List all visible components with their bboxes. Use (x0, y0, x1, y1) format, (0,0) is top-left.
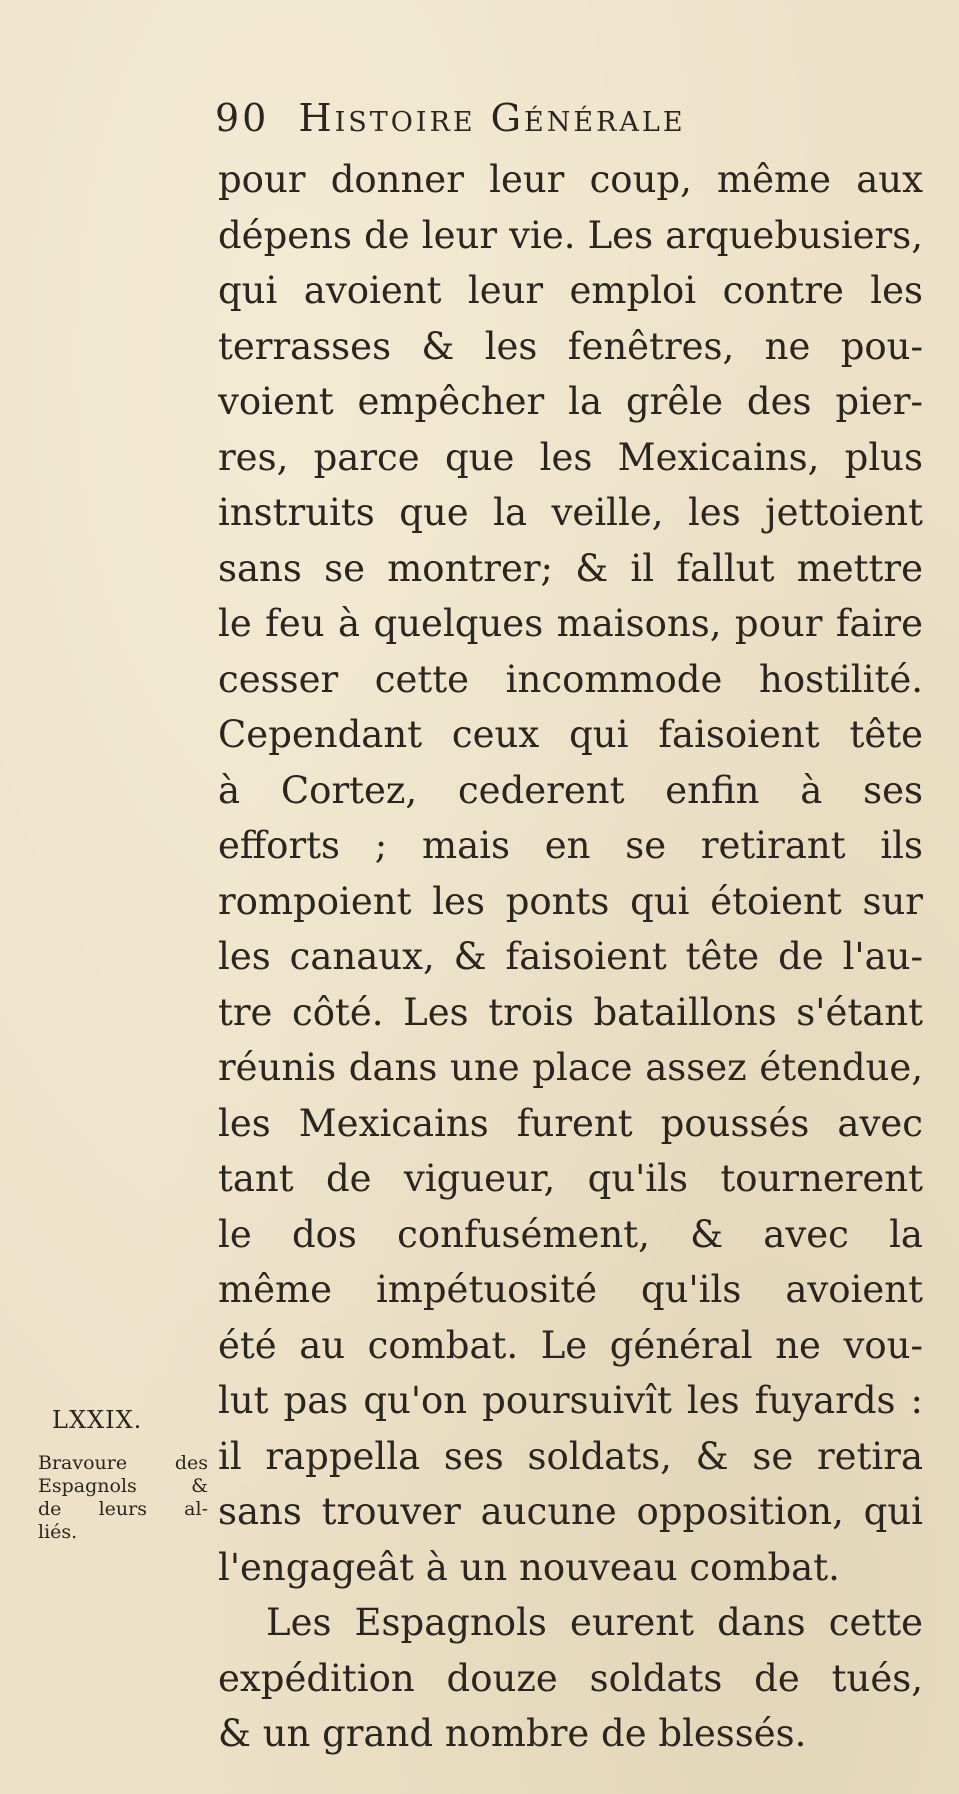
text-line: sans trouver aucune opposition, qui (218, 1490, 923, 1533)
text-line: les Mexicains furent poussés avec (218, 1101, 923, 1145)
text-line: terrasses & les fenêtres, ne pou- (218, 324, 923, 368)
text-line: tant de vigueur, qu'ils tournerent (218, 1157, 923, 1200)
page-number: 90 (215, 96, 270, 140)
text-line: réunis dans une place assez étendue, (218, 1046, 923, 1089)
text-line: res, parce que les Mexicains, plus (218, 435, 923, 479)
margin-note (38, 1452, 208, 1544)
text-line: même impétuosité qu'ils avoient (218, 1268, 923, 1311)
text-line: tre côté. Les trois bataillons s'étant (218, 990, 923, 1034)
text-line: expédition douze soldats de tués, (218, 1656, 923, 1700)
text-line: il rappella ses soldats, & se retira (218, 1434, 923, 1478)
text-line: les canaux, & faisoient tête de l'au- (218, 935, 923, 978)
margin-section-number: LXXIX. (52, 1406, 143, 1434)
running-title: Histoire Générale (298, 96, 686, 140)
text-line: été au combat. Le général ne vou- (218, 1323, 923, 1367)
text-line: à Cortez, cederent enfin à ses (218, 768, 923, 812)
paragraph-end-line: l'engageât à un nouveau combat. (218, 1545, 840, 1589)
text-line: cesser cette incommode hostilité. (218, 657, 923, 701)
text-line: Cependant ceux qui faisoient tête (218, 713, 923, 756)
text-line: & un grand nombre de blessés. (218, 1712, 807, 1755)
text-line: lut pas qu'on poursuivît les fuyards : (218, 1379, 923, 1422)
text-line: instruits que la veille, les jettoient (218, 491, 923, 534)
text-line: dépens de leur vie. Les arquebusiers, (218, 213, 923, 257)
text-line: pour donner leur coup, même aux (218, 158, 923, 201)
body-text (218, 152, 923, 1762)
margin-note-line: Espagnols & (38, 1475, 208, 1497)
margin-note-line: de leurs al- (38, 1498, 208, 1520)
text-line: efforts ; mais en se retirant ils (218, 824, 923, 867)
text-line: rompoient les ponts qui étoient sur (218, 879, 923, 923)
text-line: sans se montrer; & il fallut mettre (218, 546, 923, 590)
margin-note-line: Bravoure des (38, 1452, 208, 1474)
margin-note-line: liés. (38, 1521, 78, 1543)
text-line: voient empêcher la grêle des pier- (218, 380, 923, 423)
text-line: le dos confusément, & avec la (218, 1212, 923, 1256)
text-line: qui avoient leur emploi contre les (218, 269, 923, 312)
running-header (215, 96, 875, 152)
text-line: le feu à quelques maisons, pour faire (218, 602, 923, 645)
paragraph-start-line: Les Espagnols eurent dans cette (266, 1601, 923, 1644)
